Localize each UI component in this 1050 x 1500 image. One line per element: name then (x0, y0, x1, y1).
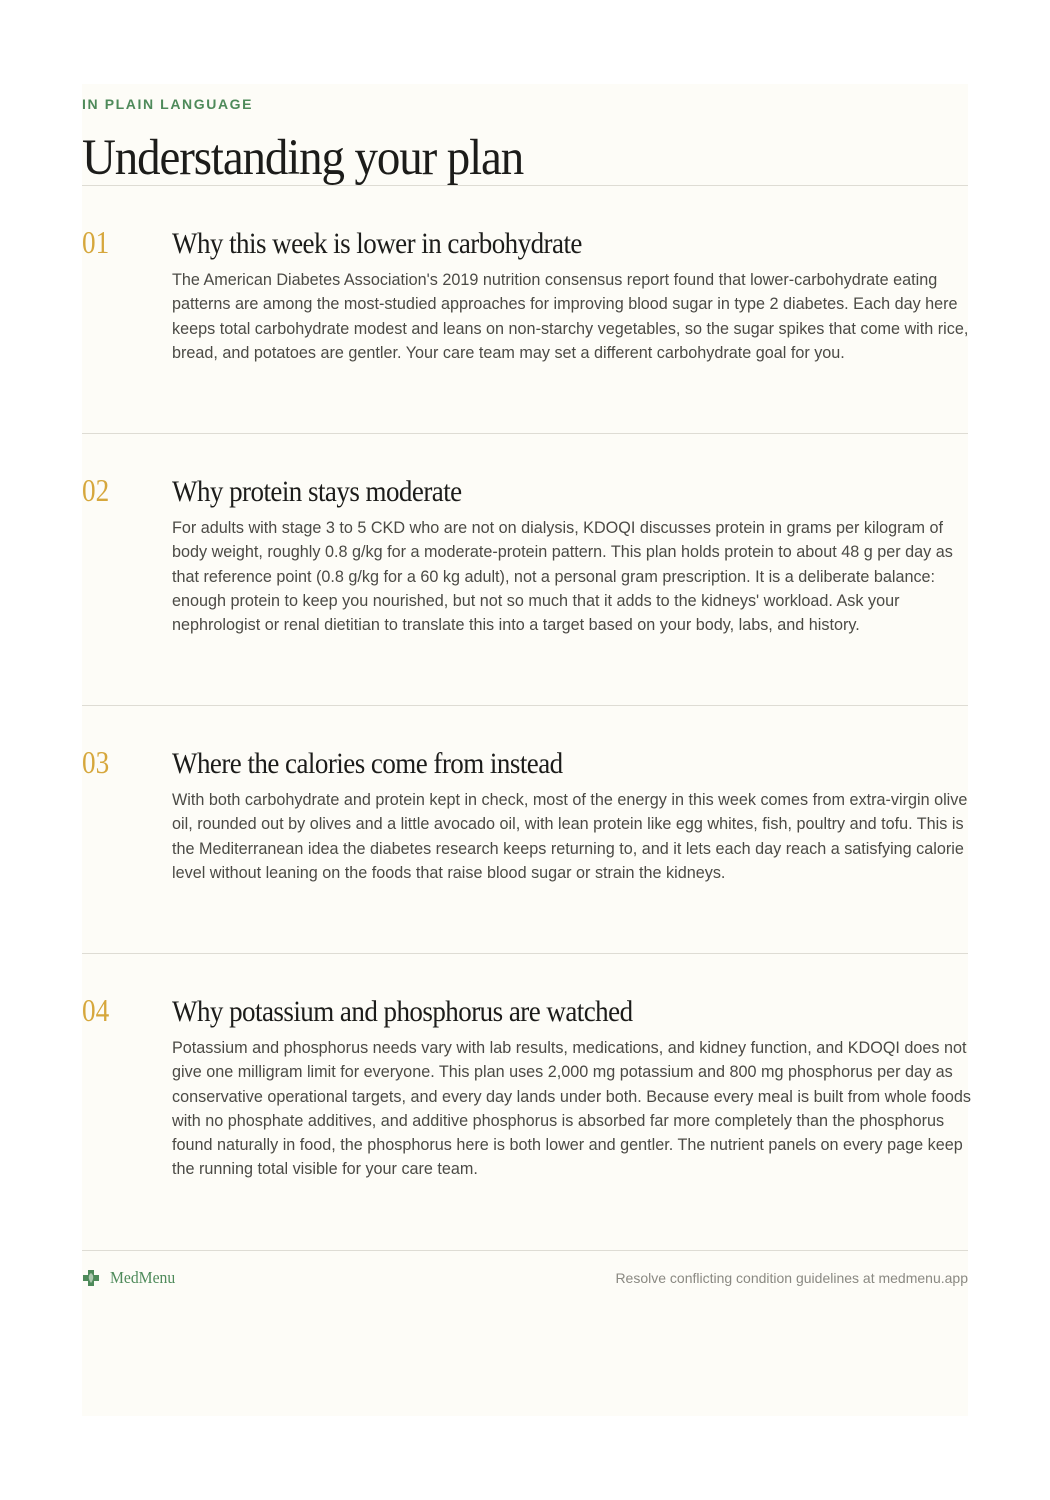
section-title: Why potassium and phosphorus are watched (172, 995, 633, 1028)
footer-note: Resolve conflicting condition guidelines at medmenu.app (615, 1270, 968, 1286)
brand-logo[interactable] (82, 1268, 181, 1288)
section-title: Why protein stays moderate (172, 475, 462, 508)
section-body: For adults with stage 3 to 5 CKD who are not on dialysis, KDOQI discusses protein in grams per kilogram of body weight, roughly 0.8 g/kg for a moderate-protein pattern. This plan holds protein to about 48 g per day as that reference point (0.8 g/kg for a 60 kg adult), not a personal gram prescription. It is a deliberate balance: enough protein to keep you nourished, but not so much that it adds to the kidneys' workload. Ask your nephrologist or renal dietitian to translate this into a target based on your body, labs, and history. (172, 519, 953, 635)
title-divider (82, 185, 968, 186)
section-body: Potassium and phosphorus needs vary with lab results, medications, and kidney function, and KDOQI does not give one milligram limit for everyone. This plan uses 2,000 mg potassium and 800 mg phosphorus per day as conservative operational targets, and every day lands under both. Because every meal is built from whole foods with no phosphate additives, and additive phosphorus is absorbed far more completely than the phosphorus found naturally in food, the phosphorus here is both lower and gentler. The nutrient panels on every page keep the running total visible for your care team. (172, 1039, 972, 1179)
section-title: Where the calories come from instead (172, 747, 563, 780)
medical-cross-leaf-icon (82, 1269, 100, 1287)
section-eyebrow: IN PLAIN LANGUAGE (82, 96, 254, 112)
page (82, 84, 972, 1416)
section-body: With both carbohydrate and protein kept in check, most of the energy in this week comes from extra-virgin olive oil, rounded out by olives and a little avocado oil, with lean protein like egg whites, fish, poultry and tofu. This is the Mediterranean idea the diabetes research keeps returning to, and it lets each day reach a satisfying calorie level without leaning on the foods that raise blood sugar or strain the kidneys. (172, 791, 968, 882)
section-divider (82, 953, 968, 954)
section-divider (82, 705, 968, 706)
section-number: 03 (82, 744, 110, 780)
footer (82, 1268, 968, 1292)
section-number: 04 (82, 992, 110, 1028)
section-number: 02 (82, 472, 110, 508)
footer-divider (82, 1250, 968, 1251)
page-title: Understanding your plan (82, 130, 524, 186)
brand-name: MedMenu (110, 1268, 176, 1287)
section-number: 01 (82, 224, 110, 260)
section-body: The American Diabetes Association's 2019 nutrition consensus report found that lower-carbohydrate eating patterns are among the most-studied approaches for improving blood sugar in type 2 diabetes. Each day here keeps total carbohydrate modest and leans on non-starchy vegetables, so the sugar spikes that come with rice, bread, and potatoes are gentler. Your care team may set a different carbohydrate goal for you. (172, 271, 969, 362)
section-title: Why this week is lower in carbohydrate (172, 227, 582, 260)
section-divider (82, 433, 968, 434)
